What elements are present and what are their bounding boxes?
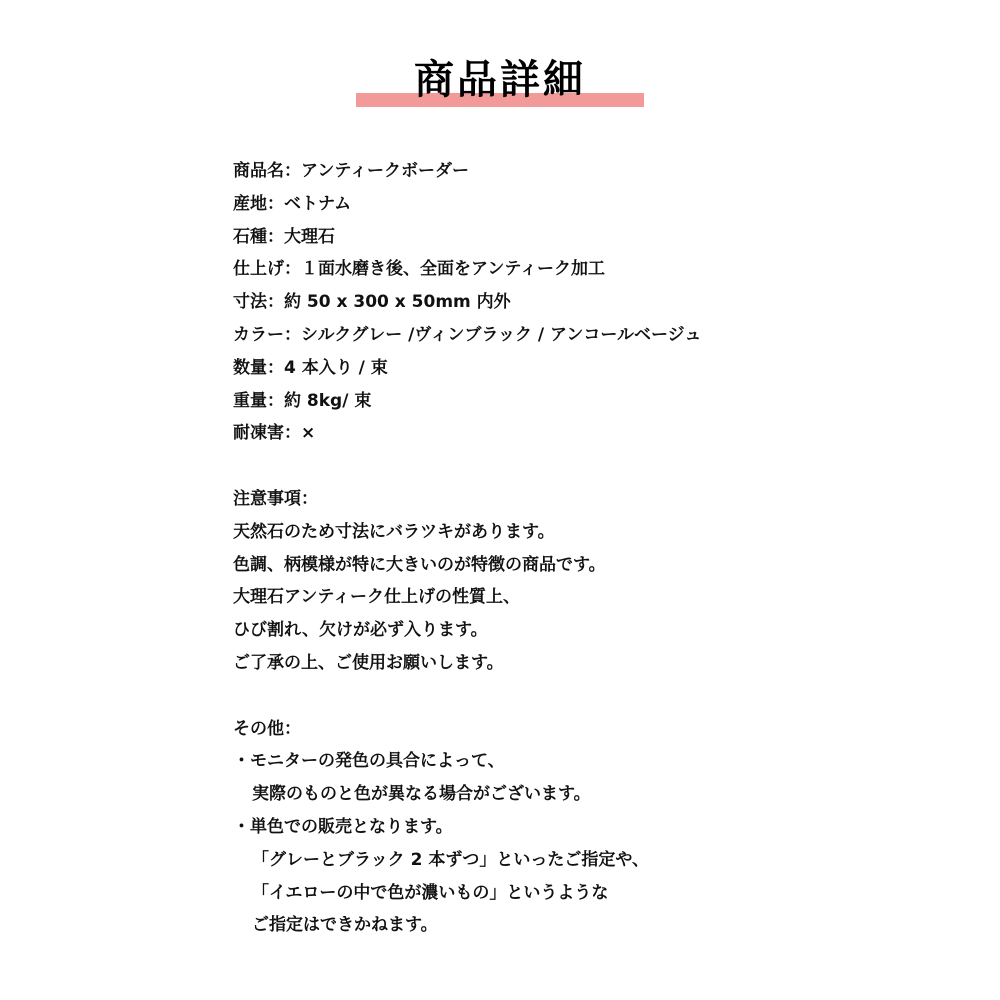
section-gap — [233, 450, 973, 483]
notes-heading: 注意事項： — [233, 488, 318, 509]
notes-line: 大理石アンティーク仕上げの性質上、 — [233, 587, 520, 608]
other-bullet-2-continued: 「イエローの中で色が濃いもの」というような — [252, 882, 609, 903]
other-bullet-1: ・モニターの発色の具合によって、 — [233, 751, 505, 772]
notes-line: 色調、柄模様が特に大きいのが特徴の商品です。 — [233, 554, 606, 575]
other-bullet-2-continued: 「グレーとブラック 2 本ずつ」といったご指定や、 — [252, 849, 649, 870]
spec-product-name: 商品名：アンティークボーダー — [233, 161, 469, 181]
other-bullet-1-continued: 実際のものと色が異なる場合がございます。 — [252, 784, 591, 805]
spec-stone-type: 石種：大理石 — [233, 226, 335, 247]
title-block — [0, 52, 1000, 112]
page-title: 商品詳細 — [414, 57, 586, 103]
other-bullet-2-continued: ご指定はできかねます。 — [252, 915, 438, 936]
spec-dimensions: 寸法：約 50 x 300 x 50mm 内外 — [233, 292, 511, 313]
section-gap — [233, 680, 973, 713]
spec-weight: 重量：約 8kg/ 束 — [233, 390, 372, 411]
other-heading: その他： — [233, 718, 301, 739]
spec-colors: カラー：シルクグレー /ヴィンブラック / アンコールベージュ — [233, 324, 702, 345]
notes-line: ひび割れ、欠けが必ず入ります。 — [233, 620, 488, 641]
spec-origin: 産地：ベトナム — [233, 193, 352, 214]
spec-finish: 仕上げ：１面水磨き後、全面をアンティーク加工 — [233, 259, 605, 280]
spec-quantity: 数量：4 本入り / 束 — [233, 357, 388, 378]
spec-frost-resistance: 耐凍害：× — [233, 423, 316, 444]
notes-line: 天然石のため寸法にバラツキがあります。 — [233, 521, 555, 542]
product-details — [233, 155, 973, 942]
other-bullet-2: ・単色での販売となります。 — [233, 816, 453, 837]
notes-line: ご了承の上、ご使用お願いします。 — [233, 652, 504, 673]
